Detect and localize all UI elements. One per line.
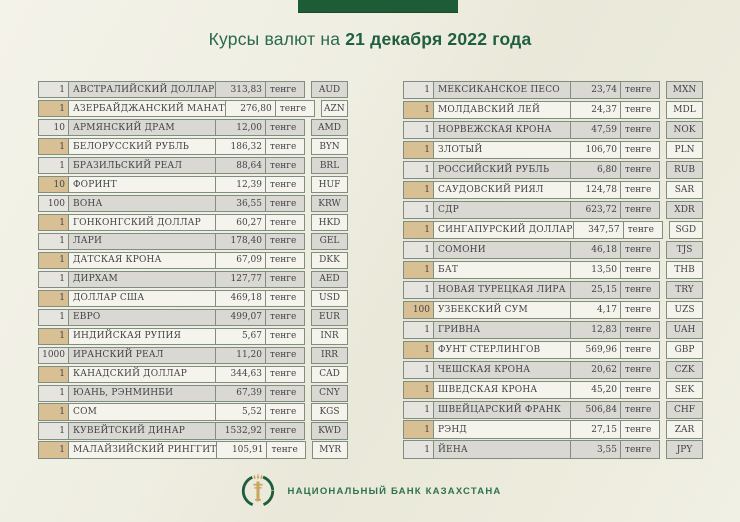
table-row [38,100,348,117]
rate-cell: 67,09 [215,253,265,268]
table-row [403,221,703,239]
unit-cell: тенге [265,367,304,382]
unit-cell: тенге [620,362,659,378]
unit-cell: тенге [265,253,304,268]
table-row-main [38,176,305,193]
table-row-main [403,201,660,219]
unit-cell: тенге [620,282,659,298]
unit-cell: тенге [620,402,659,418]
quantity-cell: 1 [39,367,69,382]
quantity-cell: 1 [404,441,434,457]
rate-cell: 344,63 [215,367,265,382]
quantity-cell: 1 [39,234,69,249]
rate-cell: 4,17 [570,302,620,318]
table-row-main [38,422,305,439]
currency-code-cell: GEL [311,233,348,250]
rate-cell: 506,84 [570,402,620,418]
table-row-main [403,81,660,99]
table-row-main [38,441,306,458]
unit-cell: тенге [265,215,304,230]
quantity-cell: 100 [404,302,434,318]
unit-cell: тенге [620,421,659,437]
quantity-cell: 1 [39,329,69,344]
quantity-cell: 1 [404,242,434,258]
rate-cell: 46,18 [570,242,620,258]
unit-cell: тенге [265,310,304,325]
table-row-main [38,347,305,364]
quantity-cell: 1 [39,310,69,325]
unit-cell: тенге [623,222,662,238]
currency-code-cell: USD [311,290,348,307]
table-row-main [38,195,305,212]
table-row [403,281,703,299]
unit-cell: тенге [620,342,659,358]
table-row [38,214,348,231]
table-row-main [38,100,315,117]
rate-cell: 124,78 [570,182,620,198]
table-row-main [403,341,660,359]
rate-cell: 20,62 [570,362,620,378]
unit-cell: тенге [620,382,659,398]
rate-cell: 3,55 [570,441,620,457]
table-row-main [38,233,305,250]
rate-cell: 45,20 [570,382,620,398]
quantity-cell: 1 [39,272,69,287]
currency-code-cell: TJS [666,241,703,259]
table-row [403,341,703,359]
unit-cell: тенге [265,177,304,192]
table-row [38,138,348,155]
rates-table-left [38,81,348,459]
table-row [403,161,703,179]
currency-code-cell: AMD [311,119,348,136]
currency-code-cell: UAH [666,321,703,339]
table-row [38,422,348,439]
currency-name-cell: ФОРИНТ [73,179,117,190]
rate-cell: 5,67 [215,329,265,344]
table-row [403,81,703,99]
currency-name-cell: СОМОНИ [438,244,486,255]
table-row [38,271,348,288]
table-row-main [38,309,305,326]
currency-name-cell: ЧЕШСКАЯ КРОНА [438,364,531,375]
quantity-cell: 1 [39,215,69,230]
rate-cell: 127,77 [215,272,265,287]
quantity-cell: 1 [404,402,434,418]
quantity-cell: 1 [404,362,434,378]
table-row [403,241,703,259]
quantity-cell: 1 [404,322,434,338]
unit-cell: тенге [265,272,304,287]
quantity-cell: 100 [39,196,69,211]
quantity-cell: 1 [404,382,434,398]
currency-name-cell: ФУНТ СТЕРЛИНГОВ [438,344,541,355]
unit-cell: тенге [620,242,659,258]
table-row [403,401,703,419]
rate-cell: 623,72 [570,202,620,218]
table-row-main [38,214,305,231]
currency-name-cell: СИНГАПУРСКИЙ ДОЛЛАР [438,225,573,236]
quantity-cell: 1 [404,202,434,218]
currency-code-cell: ZAR [666,420,703,438]
currency-name-cell: РОССИЙСКИЙ РУБЛЬ [438,165,550,176]
currency-code-cell: CAD [311,366,348,383]
table-row-main [403,141,660,159]
table-row [38,385,348,402]
unit-cell: тенге [265,348,304,363]
table-row [38,119,348,136]
currency-code-cell: BYN [311,138,348,155]
currency-name-cell: ДАТСКАЯ КРОНА [73,255,162,266]
table-row-main [38,157,305,174]
currency-name-cell: УЗБЕКСКИЙ СУМ [438,304,528,315]
quantity-cell: 1 [404,342,434,358]
table-row [403,101,703,119]
currency-name-cell: РЭНД [438,424,467,435]
currency-code-cell: JPY [666,440,703,458]
currency-code-cell: GBP [666,341,703,359]
quantity-cell: 10 [39,120,69,135]
quantity-cell: 1 [39,386,69,401]
table-row [403,321,703,339]
currency-code-cell: THB [666,261,703,279]
currency-name-cell: ГРИВНА [438,324,481,335]
table-row [403,440,703,458]
unit-cell: тенге [620,302,659,318]
quantity-cell: 1 [39,404,69,419]
rate-cell: 11,20 [215,348,265,363]
table-row-main [38,119,305,136]
unit-cell: тенге [265,158,304,173]
quantity-cell: 1 [404,421,434,437]
rate-cell: 178,40 [215,234,265,249]
table-row-main [403,361,660,379]
currency-name-cell: МАЛАЙЗИЙСКИЙ РИНГГИТ [73,445,217,456]
table-row [38,157,348,174]
rate-cell: 313,83 [215,82,265,97]
unit-cell: тенге [265,404,304,419]
table-row-main [38,138,305,155]
table-row-main [38,290,305,307]
currency-name-cell: ИНДИЙСКАЯ РУПИЯ [73,331,182,342]
rate-cell: 88,64 [215,158,265,173]
currency-code-cell: SEK [666,381,703,399]
rate-cell: 23,74 [570,82,620,98]
table-row [38,309,348,326]
rate-cell: 12,83 [570,322,620,338]
currency-name-cell: КУВЕЙТСКИЙ ДИНАР [73,426,185,437]
unit-cell: тенге [265,139,304,154]
unit-cell: тенге [265,82,304,97]
currency-code-cell: HKD [311,214,348,231]
quantity-cell: 1 [404,262,434,278]
table-row [403,181,703,199]
currency-code-cell: UZS [666,301,703,319]
currency-code-cell: SAR [666,181,703,199]
currency-name-cell: БРАЗИЛЬСКИЙ РЕАЛ [73,160,183,171]
unit-cell: тенге [266,442,305,457]
currency-code-cell: SGD [669,221,703,239]
rate-cell: 276,80 [225,101,275,116]
currency-code-cell: KRW [311,195,348,212]
rate-cell: 5,52 [215,404,265,419]
table-row-main [403,420,660,438]
currency-code-cell: KWD [311,422,348,439]
currency-name-cell: АВСТРАЛИЙСКИЙ ДОЛЛАР [73,84,215,95]
unit-cell: тенге [620,162,659,178]
unit-cell: тенге [620,322,659,338]
currency-code-cell: BRL [311,157,348,174]
currency-name-cell: СОМ [73,407,98,418]
currency-code-cell: IRR [311,347,348,364]
rate-cell: 347,57 [573,222,623,238]
table-row-main [403,221,663,239]
rates-tables-wrapper [38,81,703,459]
rates-table-right [403,81,703,459]
national-bank-emblem-icon [239,471,277,509]
currency-name-cell: ШВЕЙЦАРСКИЙ ФРАНК [438,404,561,415]
table-row-main [38,366,305,383]
table-row [38,233,348,250]
table-row [38,176,348,193]
unit-cell: тенге [265,329,304,344]
currency-name-cell: ДОЛЛАР США [73,293,145,304]
page-title [0,29,740,50]
currency-code-cell: XDR [666,201,703,219]
quantity-cell: 1 [404,282,434,298]
table-row [403,420,703,438]
quantity-cell: 1 [39,158,69,173]
table-row-main [38,271,305,288]
table-row [403,141,703,159]
currency-name-cell: НОВАЯ ТУРЕЦКАЯ ЛИРА [438,284,566,295]
currency-code-cell: AUD [311,81,348,98]
rate-cell: 60,27 [215,215,265,230]
rate-cell: 12,39 [215,177,265,192]
currency-code-cell: KGS [311,403,348,420]
unit-cell: тенге [620,82,659,98]
table-row-main [403,241,660,259]
table-row-main [403,181,660,199]
unit-cell: тенге [265,196,304,211]
currency-name-cell: ЙЕНА [438,444,468,455]
bank-name: НАЦИОНАЛЬНЫЙ БАНК КАЗАХСТАНА [287,485,502,497]
table-row-main [403,301,660,319]
unit-cell: тенге [620,262,659,278]
table-row [38,403,348,420]
table-row [403,261,703,279]
unit-cell: тенге [620,441,659,457]
currency-name-cell: БЕЛОРУССКИЙ РУБЛЬ [73,141,190,152]
currency-code-cell: MXN [666,81,703,99]
table-row-main [38,403,305,420]
table-row [403,381,703,399]
unit-cell: тенге [620,142,659,158]
table-row-main [403,261,660,279]
table-row-main [38,385,305,402]
currency-code-cell: AZN [321,100,348,117]
currency-code-cell: HUF [311,176,348,193]
quantity-cell: 1 [404,142,434,158]
rate-cell: 469,18 [215,291,265,306]
table-row-main [38,252,305,269]
table-row-main [403,101,660,119]
currency-code-cell: DKK [311,252,348,269]
quantity-cell: 1 [404,162,434,178]
table-row-main [38,81,305,98]
quantity-cell: 1 [39,253,69,268]
top-ribbon [298,0,458,13]
table-row [38,290,348,307]
unit-cell: тенге [620,122,659,138]
table-row [403,201,703,219]
rate-cell: 186,32 [215,139,265,154]
rate-cell: 12,00 [215,120,265,135]
currency-name-cell: ЕВРО [73,312,101,323]
table-row-main [403,281,660,299]
unit-cell: тенге [265,120,304,135]
footer [0,471,740,509]
rate-cell: 36,55 [215,196,265,211]
currency-code-cell: RUB [666,161,703,179]
table-row [38,195,348,212]
quantity-cell: 1 [404,222,434,238]
table-row [403,301,703,319]
unit-cell: тенге [265,234,304,249]
currency-code-cell: AED [311,271,348,288]
rate-cell: 13,50 [570,262,620,278]
currency-code-cell: CNY [311,385,348,402]
quantity-cell: 1 [39,442,69,457]
table-row-main [403,321,660,339]
unit-cell: тенге [265,291,304,306]
currency-code-cell: EUR [311,309,348,326]
currency-code-cell: CZK [666,361,703,379]
title-prefix: Курсы валют на [208,29,341,49]
rate-cell: 499,07 [215,310,265,325]
table-row [38,441,348,458]
quantity-cell: 1 [39,82,69,97]
table-row [38,366,348,383]
currency-code-cell: INR [311,328,348,345]
table-row-main [403,381,660,399]
rate-cell: 105,91 [216,442,266,457]
table-row [403,361,703,379]
quantity-cell: 1 [39,139,69,154]
quantity-cell: 1 [39,423,69,438]
rate-cell: 27,15 [570,421,620,437]
currency-name-cell: СДР [438,205,459,216]
rate-cell: 25,15 [570,282,620,298]
quantity-cell: 1 [404,122,434,138]
rate-cell: 106,70 [570,142,620,158]
table-row [403,121,703,139]
title-date: 21 декабря 2022 года [345,29,532,49]
unit-cell: тенге [620,182,659,198]
unit-cell: тенге [620,202,659,218]
currency-code-cell: PLN [666,141,703,159]
currency-name-cell: ШВЕДСКАЯ КРОНА [438,384,538,395]
rate-cell: 1532,92 [215,423,265,438]
currency-name-cell: ДИРХАМ [73,274,118,285]
currency-name-cell: МОЛДАВСКИЙ ЛЕЙ [438,105,540,116]
currency-code-cell: NOK [666,121,703,139]
rate-cell: 67,39 [215,386,265,401]
currency-name-cell: БАТ [438,264,459,275]
currency-code-cell: MYR [312,441,348,458]
table-row [38,81,348,98]
currency-name-cell: САУДОВСКИЙ РИЯЛ [438,185,544,196]
rate-cell: 569,96 [570,342,620,358]
table-row [38,347,348,364]
table-row-main [38,328,305,345]
currency-name-cell: ЮАНЬ, РЭНМИНБИ [73,388,174,399]
table-row-main [403,440,660,458]
unit-cell: тенге [620,102,659,118]
currency-name-cell: ВОНА [73,198,103,209]
quantity-cell: 1 [39,291,69,306]
unit-cell: тенге [265,423,304,438]
currency-name-cell: АЗЕРБАЙДЖАНСКИЙ МАНАТ [73,103,225,114]
currency-name-cell: АРМЯНСКИЙ ДРАМ [73,122,175,133]
currency-name-cell: ЗЛОТЫЙ [438,145,483,156]
table-row [38,252,348,269]
quantity-cell: 10 [39,177,69,192]
rate-cell: 6,80 [570,162,620,178]
currency-name-cell: МЕКСИКАНСКОЕ ПЕСО [438,85,560,96]
currency-code-cell: MDL [666,101,703,119]
table-row-main [403,121,660,139]
currency-name-cell: ИРАНСКИЙ РЕАЛ [73,350,164,361]
table-row-main [403,161,660,179]
unit-cell: тенге [265,386,304,401]
currency-name-cell: ГОНКОНГСКИЙ ДОЛЛАР [73,217,201,228]
currency-name-cell: ЛАРИ [73,236,103,247]
quantity-cell: 1000 [39,348,69,363]
quantity-cell: 1 [404,102,434,118]
table-row [38,328,348,345]
quantity-cell: 1 [39,101,69,116]
currency-code-cell: TRY [666,281,703,299]
unit-cell: тенге [275,101,314,116]
rate-cell: 47,59 [570,122,620,138]
rate-cell: 24,37 [570,102,620,118]
currency-code-cell: CHF [666,401,703,419]
quantity-cell: 1 [404,182,434,198]
quantity-cell: 1 [404,82,434,98]
table-row-main [403,401,660,419]
currency-name-cell: КАНАДСКИЙ ДОЛЛАР [73,369,187,380]
currency-name-cell: НОРВЕЖСКАЯ КРОНА [438,125,552,136]
